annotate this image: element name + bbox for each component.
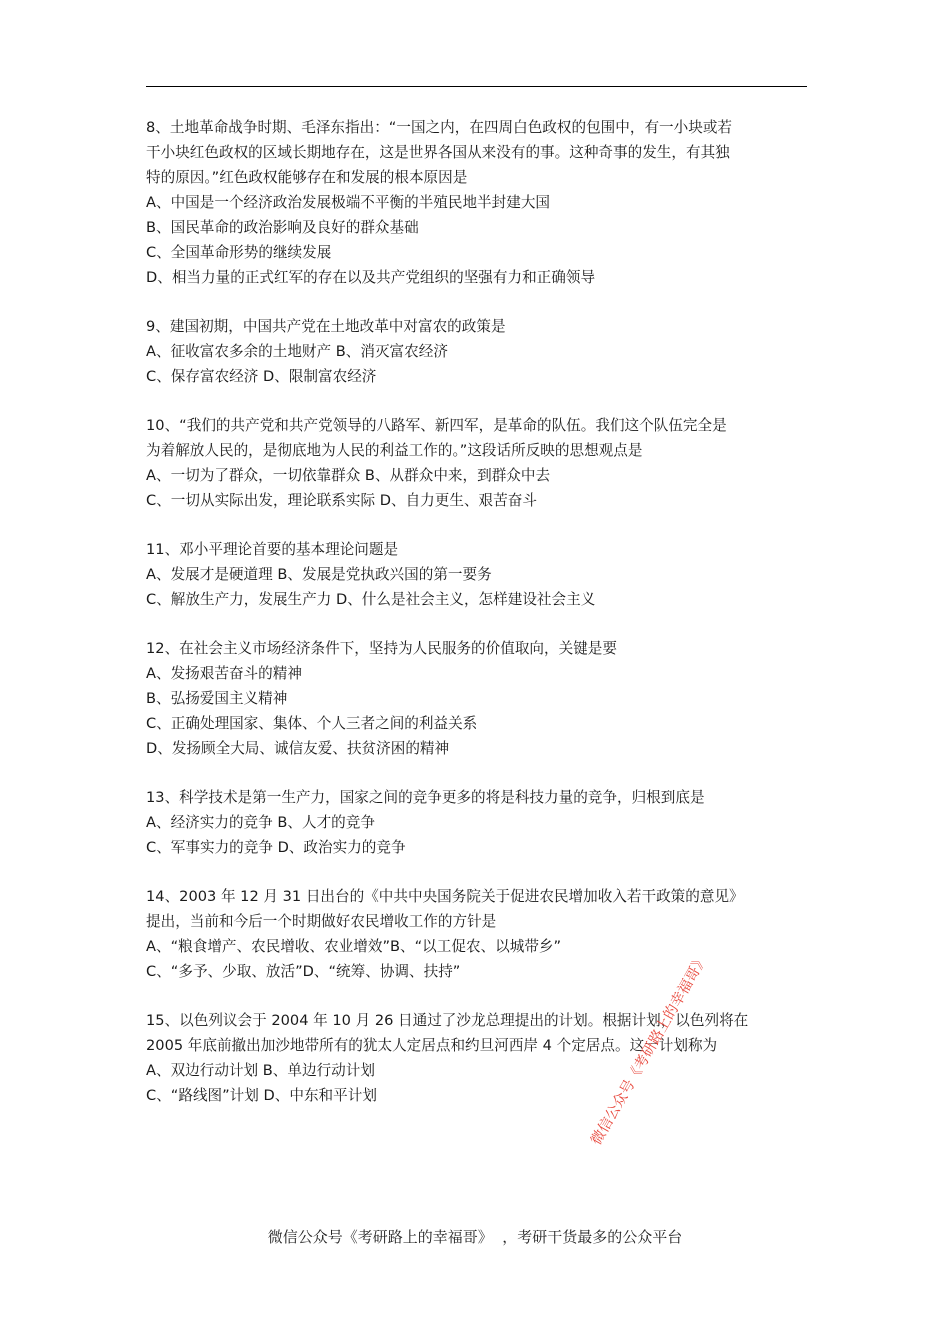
answer-option: C、正确处理国家、集体、个人三者之间的利益关系 [146,715,478,732]
answer-option: A、发扬艰苦奋斗的精神 [146,665,302,682]
watermark-stamp: 微信公众号《考研路上的幸福哥》 [588,951,712,1148]
question-10 [146,413,811,513]
header-rule [146,86,807,87]
question-text: 15、以色列议会于 2004 年 10 月 26 日通过了沙龙总理提出的计划。根据计划，以色列将在 [146,1012,749,1029]
answer-option: B、弘扬爱国主义精神 [146,690,288,707]
question-9 [146,314,811,389]
answer-option: A、中国是一个经济政治发展极端不平衡的半殖民地半封建大国 [146,194,551,211]
question-text: 提出，当前和今后一个时期做好农民增收工作的方针是 [146,913,497,930]
answer-option: C、“路线图”计划 D、中东和平计划 [146,1087,377,1104]
question-15 [146,1008,811,1108]
question-text: 10、“我们的共产党和共产党领导的八路军、新四军，是革命的队伍。我们这个队伍完全是 [146,417,727,434]
question-11 [146,537,811,612]
answer-option: A、经济实力的竞争 B、人才的竞争 [146,814,375,831]
answer-option: B、国民革命的政治影响及良好的群众基础 [146,219,419,236]
answer-option: C、保存富农经济 D、限制富农经济 [146,368,377,385]
question-13 [146,785,811,860]
answer-option: D、发扬顾全大局、诚信友爱、扶贫济困的精神 [146,740,450,757]
answer-option: A、“粮食增产、农民增收、农业增效”B、“以工促农、以城带乡” [146,938,562,955]
question-text: 11、邓小平理论首要的基本理论问题是 [146,541,399,558]
question-list [146,115,811,1132]
question-text: 12、在社会主义市场经济条件下，坚持为人民服务的价值取向，关键是要 [146,640,617,657]
question-text: 干小块红色政权的区域长期地存在，这是世界各国从来没有的事。这种奇事的发生，有其独 [146,144,730,161]
question-text: 特的原因。”红色政权能够存在和发展的根本原因是 [146,169,468,186]
answer-option: D、相当力量的正式红军的存在以及共产党组织的坚强有力和正确领导 [146,269,596,286]
answer-option: C、一切从实际出发，理论联系实际 D、自力更生、艰苦奋斗 [146,492,537,509]
answer-option: C、解放生产力，发展生产力 D、什么是社会主义，怎样建设社会主义 [146,591,596,608]
question-text: 8、土地革命战争时期、毛泽东指出：“一国之内，在四周白色政权的包围中，有一小块或若 [146,119,733,136]
answer-option: A、一切为了群众，一切依靠群众 B、从群众中来，到群众中去 [146,467,551,484]
answer-option: A、发展才是硬道理 B、发展是党执政兴国的第一要务 [146,566,492,583]
question-text: 13、科学技术是第一生产力，国家之间的竞争更多的将是科技力量的竞争，归根到底是 [146,789,705,806]
question-text: 2005 年底前撤出加沙地带所有的犹太人定居点和约旦河西岸 4 个定居点。这一计划称为 [146,1037,718,1054]
question-text: 9、建国初期，中国共产党在土地改革中对富农的政策是 [146,318,506,335]
answer-option: A、征收富农多余的土地财产 B、消灭富农经济 [146,343,448,360]
question-8 [146,115,811,290]
answer-option: C、“多予、少取、放活”D、“统筹、协调、扶持” [146,963,461,980]
answer-option: A、双边行动计划 B、单边行动计划 [146,1062,375,1079]
question-text: 为着解放人民的，是彻底地为人民的利益工作的。”这段话所反映的思想观点是 [146,442,643,459]
footer-text: 微信公众号《考研路上的幸福哥》 ，考研干货最多的公众平台 [267,1228,683,1246]
question-text: 14、2003 年 12 月 31 日出台的《中共中央国务院关于促进农民增加收入若干政策的意见》 [146,888,744,905]
question-12 [146,636,811,761]
answer-option: C、全国革命形势的继续发展 [146,244,332,261]
answer-option: C、军事实力的竞争 D、政治实力的竞争 [146,839,406,856]
